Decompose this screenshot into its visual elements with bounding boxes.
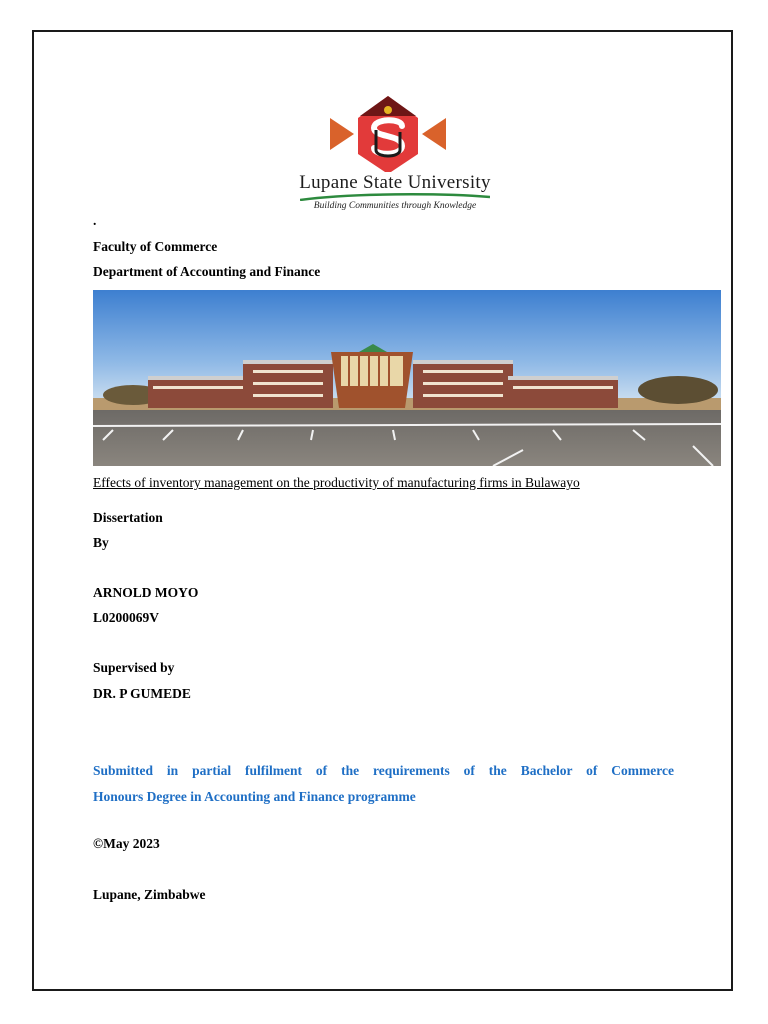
dissertation-title: Effects of inventory management on the productivity of manufacturing firms in Bulawayo xyxy=(93,475,580,490)
author-name: ARNOLD MOYO xyxy=(93,585,199,600)
supervisor-name: DR. P GUMEDE xyxy=(93,686,191,701)
logo-swoosh-icon xyxy=(300,193,490,201)
submission-line-1: Submitted in partial fulfilment of the requirements of the Bachelor of Commerce xyxy=(93,763,674,778)
submission-line-2: Honours Degree in Accounting and Finance programme xyxy=(93,789,416,804)
university-name: Lupane State University xyxy=(299,172,491,193)
department-label: Department of Accounting and Finance xyxy=(93,264,321,279)
university-logo xyxy=(250,92,540,217)
campus-photo xyxy=(93,290,721,466)
faculty-label: Faculty of Commerce xyxy=(93,239,218,254)
supervised-by-label: Supervised by xyxy=(93,660,175,675)
submission-date: ©May 2023 xyxy=(93,836,160,851)
university-emblem-icon xyxy=(250,92,540,172)
submission-statement xyxy=(93,758,674,810)
dissertation-label: Dissertation xyxy=(93,510,163,525)
header-dot: . xyxy=(93,213,97,228)
location: Lupane, Zimbabwe xyxy=(93,887,206,902)
author-id: L0200069V xyxy=(93,610,160,625)
university-tagline: Building Communities through Knowledge xyxy=(313,201,477,211)
by-label: By xyxy=(93,535,109,550)
